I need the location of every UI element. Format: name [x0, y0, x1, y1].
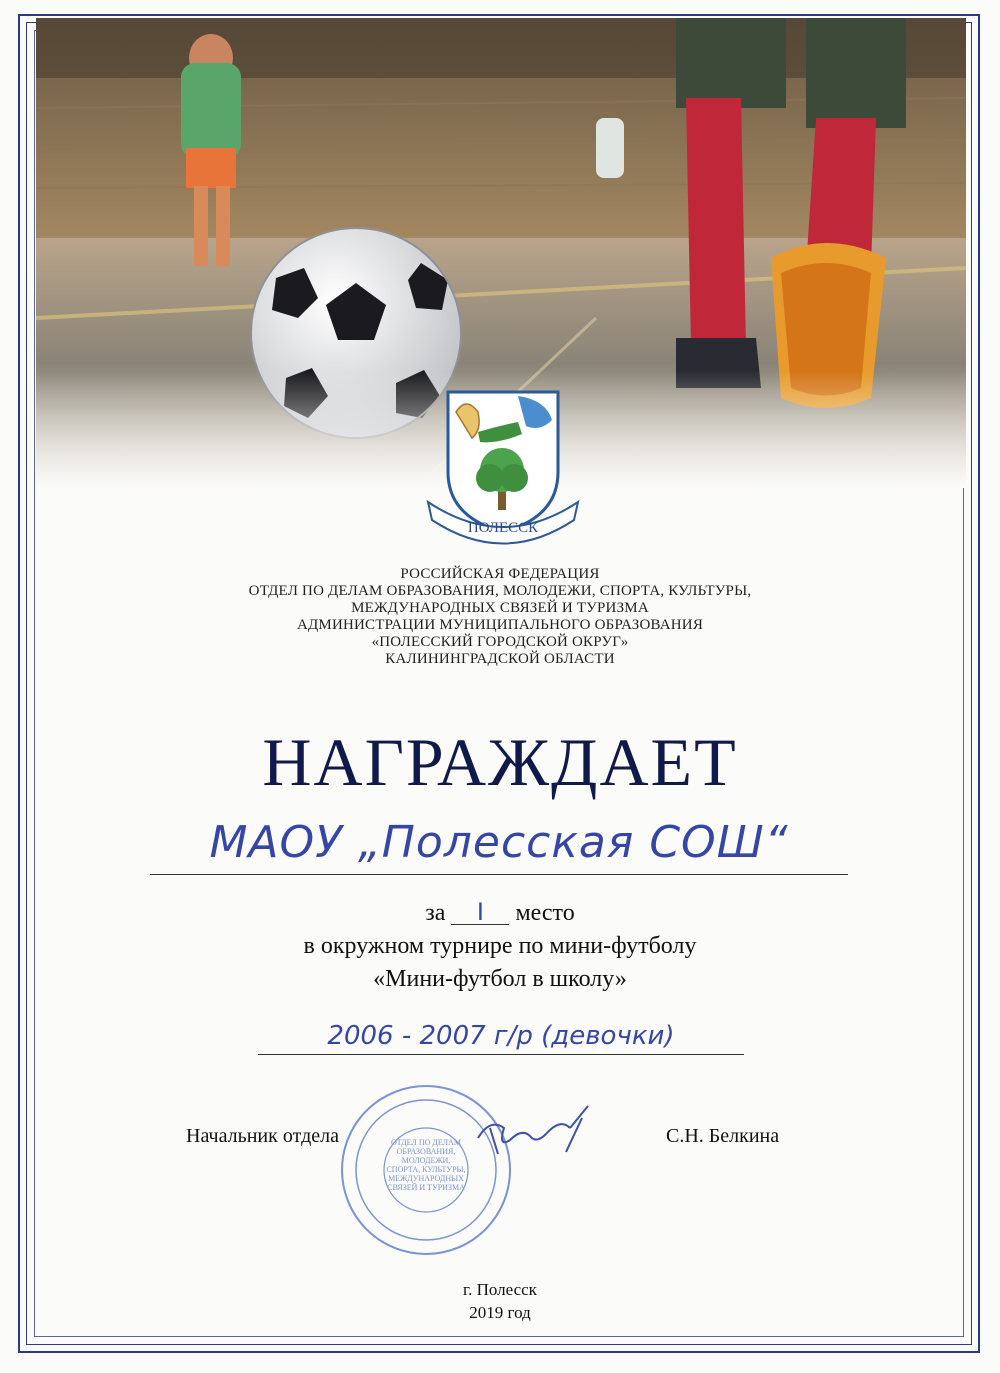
issue-city: г. Полесск — [463, 1280, 537, 1299]
event-line-1: в окружном турнире по мини-футболу — [303, 933, 697, 959]
certificate-title: НАГРАЖДАЕТ — [262, 724, 738, 800]
coat-of-arms-emblem — [418, 382, 588, 552]
signatory-name: С.Н. Белкина — [666, 1125, 780, 1147]
issue-place-date — [0, 1278, 1000, 1324]
place-number: I — [451, 900, 509, 925]
org-line-1: РОССИЙСКАЯ ФЕДЕРАЦИЯ — [400, 566, 600, 582]
place-line — [0, 898, 1000, 928]
event-description — [0, 930, 1000, 996]
org-line-2: ОТДЕЛ ПО ДЕЛАМ ОБРАЗОВАНИЯ, МОЛОДЕЖИ, СПОРТА, КУЛЬТУРЫ, — [248, 583, 752, 599]
org-line-6: КАЛИНИНГРАДСКОЙ ОБЛАСТИ — [385, 651, 615, 667]
emblem-city-name: ПОЛЕССК — [467, 520, 539, 536]
handwritten-signature — [470, 1098, 600, 1168]
org-line-3: МЕЖДУНАРОДНЫХ СВЯЗЕЙ И ТУРИЗМА — [351, 600, 649, 616]
issue-year: 2019 год — [469, 1303, 531, 1322]
place-prefix: за — [425, 900, 446, 926]
place-suffix: место — [515, 900, 575, 926]
org-line-4: АДМИНИСТРАЦИИ МУНИЦИПАЛЬНОГО ОБРАЗОВАНИЯ — [296, 617, 704, 633]
recipient-name: МАОУ „Полесская СОШ“ — [150, 812, 848, 875]
stamp-text: ОТДЕЛ ПО ДЕЛАМ ОБРАЗОВАНИЯ, МОЛОДЕЖИ, СПОРТА, КУЛЬТУРЫ, МЕЖДУНАРОДНЫХ СВЯЗЕЙ И ТУРИЗМА — [386, 1138, 466, 1192]
signatory-position: Начальник отдела — [186, 1125, 339, 1147]
organization-header — [0, 566, 1000, 668]
event-line-2: «Мини-футбол в школу» — [373, 966, 627, 992]
age-category: 2006 - 2007 г/р (девочки) — [258, 1018, 744, 1055]
org-line-5: «ПОЛЕССКИЙ ГОРОДСКОЙ ОКРУГ» — [371, 634, 629, 650]
